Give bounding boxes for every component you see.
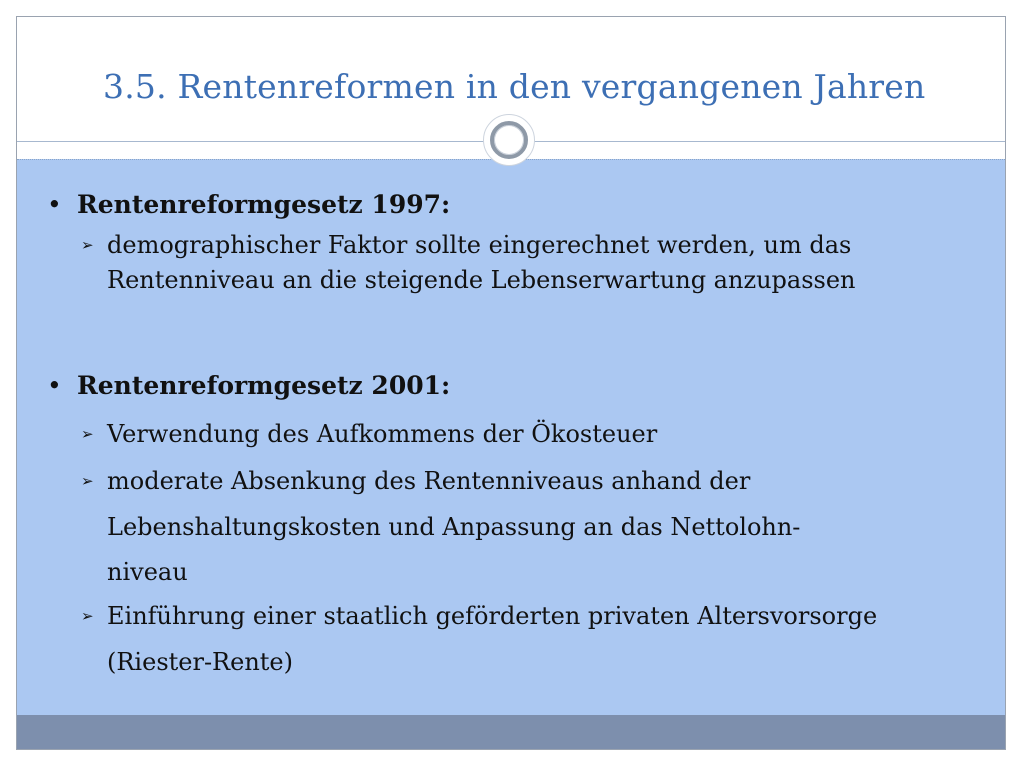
slide-frame <box>16 16 1006 750</box>
arrow-bullet-icon: ➢ <box>81 472 94 490</box>
section-heading-1997 <box>47 190 450 219</box>
arrow-bullet-icon: ➢ <box>81 607 94 625</box>
item-text: Verwendung des Aufkommens der Ökosteuer <box>107 420 658 448</box>
heading-text: Rentenreformgesetz 1997: <box>77 190 451 219</box>
heading-text: Rentenreformgesetz 2001: <box>77 371 451 400</box>
item-text: moderate Absenkung des Rentenniveaus anhand der <box>107 467 751 495</box>
slide-content <box>17 159 1005 716</box>
slide-footer-bar <box>17 715 1005 749</box>
list-item <box>81 463 750 499</box>
item-text: demographischer Faktor sollte eingerechnet werden, um das <box>107 231 852 259</box>
arrow-bullet-icon: ➢ <box>81 236 94 254</box>
list-item-continuation: (Riester-Rente) <box>107 648 293 676</box>
bullet-icon: • <box>47 190 62 219</box>
list-item <box>81 598 877 634</box>
ring-ornament-icon <box>483 114 535 166</box>
list-item-continuation: Rentenniveau an die steigende Lebenserwartung anzupassen <box>107 266 856 294</box>
section-heading-2001 <box>47 371 450 400</box>
bullet-icon: • <box>47 371 62 400</box>
item-text: Einführung einer staatlich geförderten privaten Altersvorsorge <box>107 602 878 630</box>
list-item-continuation: niveau <box>107 558 188 586</box>
arrow-bullet-icon: ➢ <box>81 425 94 443</box>
slide-title: 3.5. Rentenreformen in den vergangenen Jahren <box>103 67 926 106</box>
list-item <box>81 416 657 452</box>
list-item <box>81 230 851 260</box>
list-item-continuation: Lebenshaltungskosten und Anpassung an das Nettolohn- <box>107 513 801 541</box>
